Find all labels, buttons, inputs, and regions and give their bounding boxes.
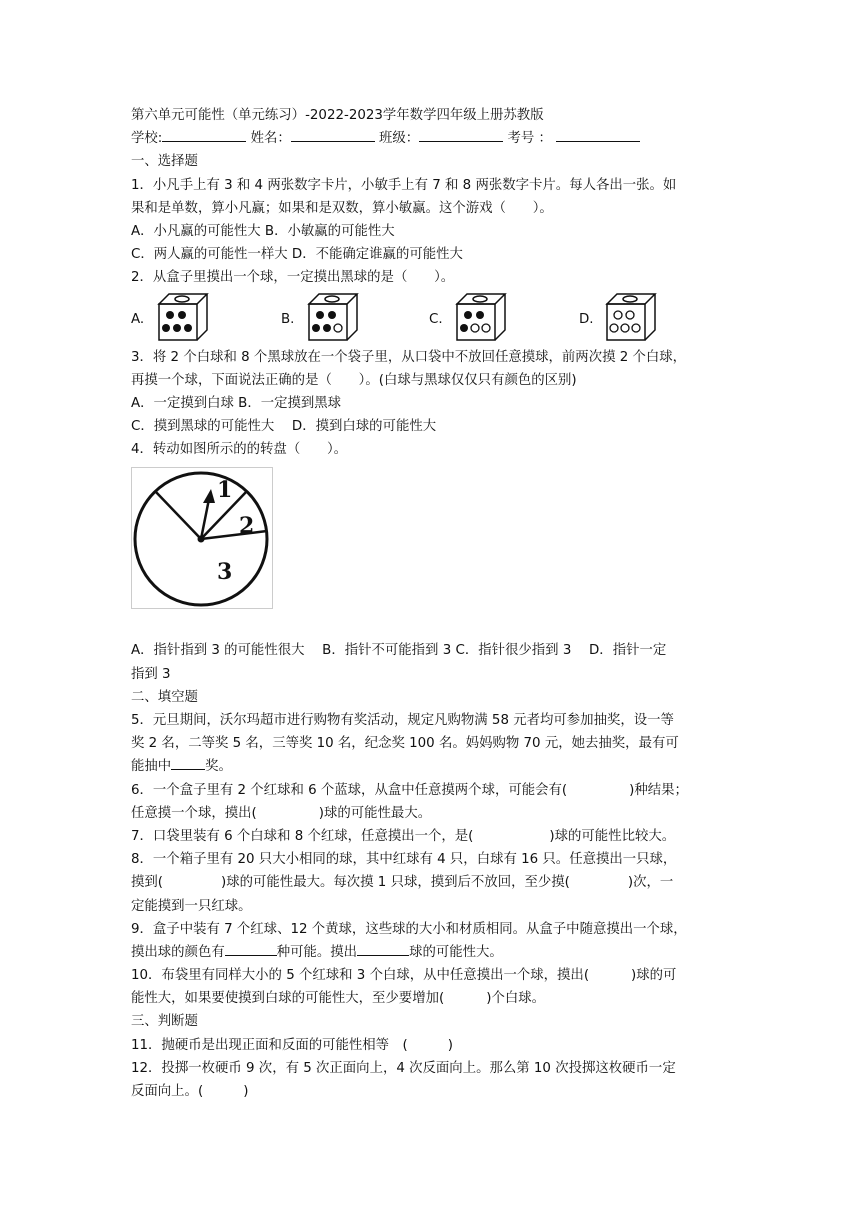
q2-option-b-label: B. xyxy=(281,311,295,327)
q3-stem-line-2: 再摸一个球，下面说法正确的是（ ）。(白球与黑球仅仅只有颜色的区别) xyxy=(131,372,577,388)
q9-answer-blank-1[interactable] xyxy=(225,941,277,956)
q5-line-1: 5．元旦期间，沃尔玛超市进行购物有奖活动，规定凡购物满 58 元者均可参加抽奖，设一等 xyxy=(131,713,674,728)
spinner-icon xyxy=(131,467,273,609)
q3-options-cd: C．摸到黑球的可能性大 D．摸到白球的可能性大 xyxy=(131,419,437,435)
name-blank[interactable] xyxy=(291,127,375,142)
q8-line-1: 8．一个箱子里有 20 只大小相同的球，其中红球有 4 只，白球有 16 只。任意摸出一只球， xyxy=(131,852,677,868)
spinner-label-1: 1 xyxy=(217,477,233,504)
q9-answer-blank-2[interactable] xyxy=(357,941,409,956)
q2-option-a-label: A. xyxy=(131,311,145,327)
q3-stem-line-1: 3．将 2 个白球和 8 个黑球放在一个袋子里，从口袋中不放回任意摸球，前两次摸 2 个白球， xyxy=(131,349,687,365)
q6-text-a: 6．一个盒子里有 2 个红球和 6 个蓝球，从盒中任意摸两个球，可能会有( xyxy=(131,782,568,798)
q8-text-c: )次，一 xyxy=(627,875,674,891)
q12-text-a: 反面向上。( xyxy=(131,1084,204,1099)
spinner-label-2: 2 xyxy=(239,513,255,540)
q2-stem: 2．从盒子里摸出一个球，一定摸出黑球的是（ ）。 xyxy=(131,270,455,286)
q1-stem-line-2: 果和是单数，算小凡赢；如果和是双数，算小敏赢。这个游戏（ ）。 xyxy=(131,200,553,216)
section-heading-judge: 三、判断题 xyxy=(131,1014,198,1030)
section-heading-fill: 二、填空题 xyxy=(131,689,198,705)
q1-stem-line-1: 1．小凡手上有 3 和 4 两张数字卡片，小敏手上有 7 和 8 两张数字卡片。每人各出一张。如 xyxy=(131,177,677,193)
class-blank[interactable] xyxy=(419,127,503,142)
q6-text-b: )种结果； xyxy=(629,782,688,798)
q2-option-c-label: C. xyxy=(429,311,443,327)
q8-text-a: 摸到( xyxy=(131,875,164,891)
q1-options-ab: A．小凡赢的可能性大 B．小敏赢的可能性大 xyxy=(131,223,395,239)
q11-text-b: ) xyxy=(447,1037,453,1053)
q7-text-b: )球的可能性比较大。 xyxy=(549,828,676,844)
box-all-white-icon xyxy=(603,292,657,342)
q5-line-3 xyxy=(131,755,731,778)
q9-text-a: 摸出球的颜色有 xyxy=(131,944,225,960)
class-label: 班级： xyxy=(379,131,420,147)
q3-options-ab: A．一定摸到白球 B．一定摸到黑球 xyxy=(131,395,342,411)
school-blank[interactable] xyxy=(162,127,246,142)
q4-spinner-figure xyxy=(131,461,731,639)
q8-text-b: )球的可能性最大。每次摸 1 只球，摸到后不放回，至少摸( xyxy=(221,875,570,891)
q10-line-1 xyxy=(131,964,731,987)
q10-text-b: )球的可 xyxy=(631,968,677,984)
q9-line-1: 9．盒子中装有 7 个红球、12 个黄球，这些球的大小和材质相同。从盒子中随意摸出一个球， xyxy=(131,921,687,937)
q5-text-b: 奖。 xyxy=(205,759,232,775)
q9-text-c: 球的可能性大。 xyxy=(409,944,503,960)
q6-line-2 xyxy=(131,802,731,825)
q8-line-3: 定能摸到一只红球。 xyxy=(131,898,252,914)
student-info-row xyxy=(131,127,731,150)
worksheet-page xyxy=(131,104,731,1103)
box-all-black-icon xyxy=(155,292,209,342)
box-mixed-icon xyxy=(453,292,507,342)
q1-options-cd: C．两人赢的可能性一样大 D．不能确定谁赢的可能性大 xyxy=(131,247,463,263)
q10-text-a: 10．布袋里有同样大小的 5 个红球和 3 个白球，从中任意摸出一个球，摸出( xyxy=(131,968,590,984)
q11-text-a: 11．抛硬币是出现正面和反面的可能性相等 ( xyxy=(131,1037,408,1053)
q4-options-line-1: A．指针指到 3 的可能性很大 B．指针不可能指到 3 C．指针很少指到 3 D．指针一定 xyxy=(131,643,667,659)
q8-line-2 xyxy=(131,871,731,894)
q12-line-1: 12．投掷一枚硬币 9 次，有 5 次正面向上，4 次反面向上。那么第 10 次投掷这枚硬币一定 xyxy=(131,1060,676,1076)
box-mostly-black-icon xyxy=(305,292,359,342)
q6-text-d: )球的可能性最大。 xyxy=(318,805,432,821)
q2-option-d-label: D. xyxy=(579,311,594,327)
q10-text-c: 能性大，如果要使摸到白球的可能性大，至少要增加( xyxy=(131,991,445,1007)
q10-text-d: )个白球。 xyxy=(486,991,546,1007)
q4-stem: 4．转动如图所示的的转盘（ ）。 xyxy=(131,442,348,458)
exam-no-label: 考号 ： xyxy=(507,131,552,147)
name-label: 姓名： xyxy=(250,131,291,147)
q7-text-a: 7．口袋里装有 6 个白球和 8 个红球，任意摸出一个，是( xyxy=(131,828,474,844)
q12-line-2 xyxy=(131,1080,731,1103)
q5-line-2: 奖 2 名，二等奖 5 名，三等奖 10 名，纪念奖 100 名。妈妈购物 70 元，她去抽奖，最有可 xyxy=(131,736,679,752)
spinner-label-3: 3 xyxy=(217,559,233,586)
school-label: 学校: xyxy=(131,131,163,147)
q6-line-1 xyxy=(131,779,731,802)
q5-text-a: 能抽中 xyxy=(131,759,172,775)
q11-line-1 xyxy=(131,1034,731,1057)
q9-text-b: 种可能。摸出 xyxy=(276,944,358,960)
q5-answer-blank[interactable] xyxy=(171,755,205,770)
q9-line-2 xyxy=(131,941,731,964)
page-title: 第六单元可能性（单元练习）-2022-2023学年数学四年级上册苏教版 xyxy=(131,108,544,123)
q2-options-row xyxy=(131,290,731,346)
q4-options-line-2: 指到 3 xyxy=(131,666,171,682)
q7-line-1 xyxy=(131,825,731,848)
section-heading-choice: 一、选择题 xyxy=(131,154,198,170)
q12-text-b: ) xyxy=(243,1084,249,1099)
exam-no-blank[interactable] xyxy=(556,127,640,142)
q6-text-c: 任意摸一个球，摸出( xyxy=(131,805,257,821)
q10-line-2 xyxy=(131,987,731,1010)
